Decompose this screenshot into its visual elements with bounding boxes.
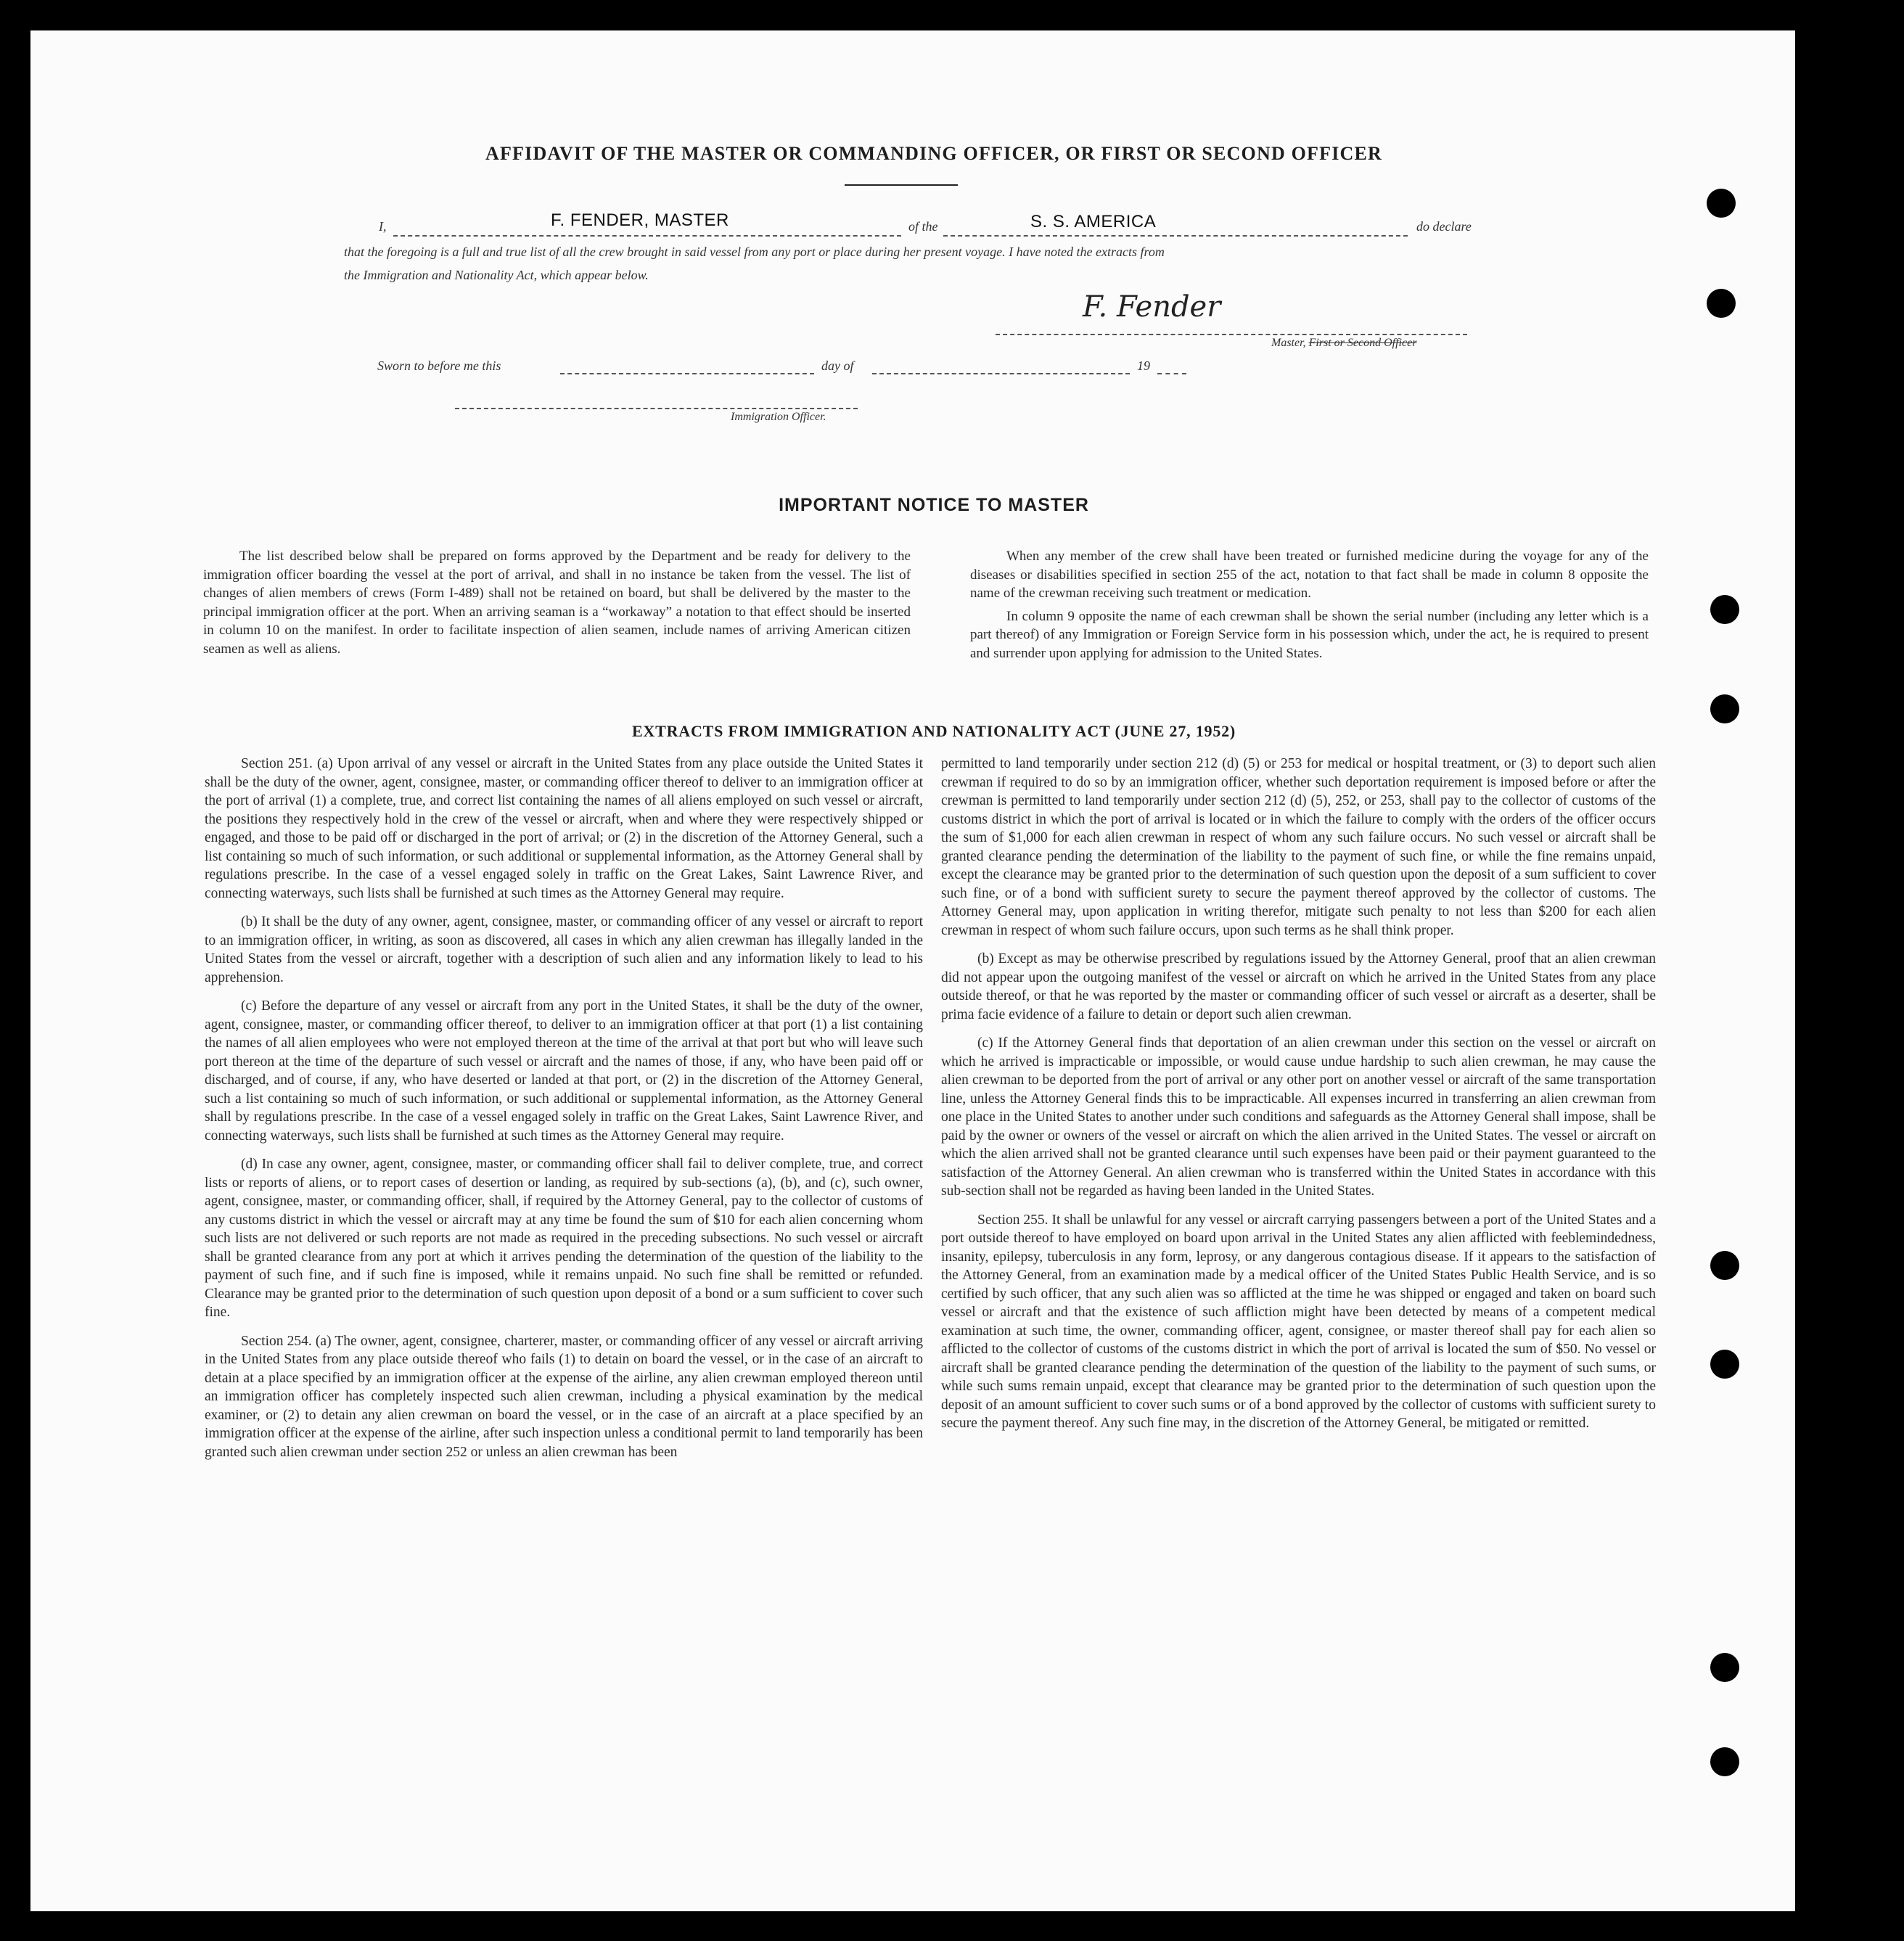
immigration-officer-line (455, 408, 858, 409)
section-251-d: (d) In case any owner, agent, consignee, master, or commanding officer shall fail to deliver complete, true, and correct lists or reports of aliens, or to report cases of desertion or landing, as required by sub-sections (a), (b), and (c), such owner, agent, consignee, master, or commanding officer, shall, if required by the Attorney General, pay to the collector of customs of any customs district in which the vessel or aircraft may at any time be found the sum of $10 for each alien concerning whom such lists are not delivered or such reports are not made as required in the preceding subsections. No such vessel or aircraft shall be granted clearance from any port at which it arrives pending the determination of the question of the liability to the payment of such fine, and if such fine is imposed, while it remains unpaid. No such fine shall be remitted or refunded. Clearance may be granted prior to the determination of such question upon deposit of a bond or a sum sufficient to cover such fine. (205, 1157, 923, 1320)
extracts-title: EXTRACTS FROM IMMIGRATION AND NATIONALITY ACT (JUNE 27, 1952) (631, 722, 1236, 740)
signature-line (996, 334, 1467, 335)
affidavit-line-3: the Immigration and Nationality Act, which appear below. (344, 268, 649, 282)
section-251-c: (c) Before the departure of any vessel or aircraft from any port in the United States, it shall be the duty of the owner, agent, consignee, master, or commanding officer thereof, to deliver to an immigration officer at that port (1) a list containing the names of all alien employees who were not employed thereon at the time of the arrival at that port but who will leave such port thereon at the time of the departure of such vessel or aircraft and the names of those, if any, who have been paid off or discharged, and of course, if any, who have deserted or landed at that port, or (2) in the discretion of the Attorney General, such a list containing so much of such information, or such additional or supplemental information, as the Attorney General shall by regulations prescribe. In the case of a vessel engaged solely in traffic on the Great Lakes, Saint Lawrence River, and connecting waterways, such lists shall be furnished at such times as the Attorney General may require. (205, 998, 923, 1144)
binder-hole (1710, 1653, 1739, 1682)
binder-hole (1710, 1251, 1739, 1280)
extracts-right-column (941, 755, 1656, 1443)
notice-right-column (970, 547, 1649, 673)
notice-title: IMPORTANT NOTICE TO MASTER (779, 495, 1089, 515)
year-line (1157, 373, 1186, 374)
master-label (1271, 337, 1416, 350)
affidavit-title: AFFIDAVIT OF THE MASTER OR COMMANDING OFFICER, OR FIRST OR SECOND OFFICER (485, 143, 1383, 164)
name-line (393, 235, 901, 237)
title-underline (845, 184, 958, 186)
year-label: 19 (1137, 358, 1150, 373)
notice-right-paragraph-1: When any member of the crew shall have been treated or furnished medicine during the voyage for any of the diseases or disabilities specified in section 255 of the act, notation to that fact shall be made in column 8 opposite the name of the crewman receiving such treatment or medication. (970, 549, 1649, 601)
notice-left-column (203, 547, 911, 668)
vessel-name-field: S. S. AMERICA (1030, 212, 1157, 231)
section-255: Section 255. It shall be unlawful for any vessel or aircraft carrying passengers between a port of the United States and a port outside thereof to have employed on board upon arrival in the United States any alien afflicted with feeblemindedness, insanity, epilepsy, tuberculosis in any form, leprosy, or any dangerous contagious disease. If it appears to the satisfaction of the Attorney General, from an examination made by a medical officer of the United States Public Health Service, and is so certified by such officer, that any such alien was so afflicted at the time he was shipped or engaged and taken on board such vessel or aircraft and that the existence of such affliction might have been detected by means of a competent medical examination at such time, the owner, commanding officer, agent, consignee, or master thereof shall pay for each alien so afflicted to the collector of customs of the customs district in which the port of arrival is located the sum of $50. No vessel or aircraft shall be granted clearance pending the determination of the question of the liability to the payment of such sums, or while such sums remain unpaid, except that clearance may be granted prior to the determination of such question upon the deposit of an amount sufficient to cover such sums or of a bond approved by the collector of customs with sufficient surety to secure the payment thereof. Any such fine may, in the discretion of the Attorney General, be mitigated or remitted. (941, 1212, 1656, 1431)
section-251-a: Section 251. (a) Upon arrival of any vessel or aircraft in the United States from any place outside the United States it shall be the duty of the owner, agent, consignee, master, or commanding officer thereof to deliver to an immigration officer at the port of arrival (1) a complete, true, and correct list containing the names of all aliens employed on such vessel or aircraft, the positions they respectively hold in the crew of the vessel or aircraft, when and where they were respectively shipped or engaged, and those to be paid off or discharged in the port of arrival; or (2) in the discretion of the Attorney General, such a list containing so much of such information, or such additional or supplemental information, as the Attorney General shall by regulations prescribe. In the case of a vessel engaged solely in traffic on the Great Lakes, Saint Lawrence River, and connecting waterways, such lists shall be furnished at such times as the Attorney General may require. (205, 756, 923, 901)
section-254-c: (c) If the Attorney General finds that deportation of an alien crewman under this section on the vessel or aircraft on which he arrived is impracticable or impossible, or would cause undue hardship to such alien crewman, he may cause the alien crewman to be deported from the port of arrival or any other port on another vessel or aircraft of the same transportation line, unless the Attorney General finds this to be impracticable. All expenses incurred in transferring an alien crewman from one place in the United States to another under such conditions and safeguards as the Attorney General shall impose, shall be paid by the owner or owners of the vessel or aircraft on which the alien arrived in the United States. The vessel or aircraft on which the alien arrived shall not be granted clearance until such expenses have been paid or their payment guaranteed to the satisfaction of the Attorney General. An alien crewman who is transferred within the United States in accordance with this sub-section shall not be regarded as having been landed in the United States. (941, 1035, 1656, 1199)
sworn-label: Sworn to before me this (377, 358, 501, 373)
affidavit-line-2: that the foregoing is a full and true list of all the crew brought in said vessel from any port or place during her present voyage. I have noted the extracts from (344, 245, 1165, 259)
binder-hole (1710, 1747, 1739, 1776)
notice-left-paragraph: The list described below shall be prepared on forms approved by the Department and be ready for delivery to the immigration officer boarding the vessel at the port of arrival, and shall in no instance be taken from the vessel. The list of changes of alien members of crews (Form I-489) shall not be retained on board, but shall be delivered by the master to the principal immigration officer at the port. When an arriving seaman is a “workaway” a notation to that effect should be inserted in column 10 on the manifest. In order to facilitate inspection of alien seamen, include names of arriving American citizen seamen as well as aliens. (203, 549, 911, 657)
section-254-a-continued: permitted to land temporarily under section 212 (d) (5) or 253 for medical or hospital treatment, or (3) to deport such alien crewman if required to do so by an immigration officer, whether such deportation requirement is imposed before or after the crewman is permitted to land temporarily under section 212 (d) (5), 252, or 253, shall pay to the collector of customs of the customs district in which the port of arrival is located or in which the failure to comply with the orders of the officer occurs the sum of $1,000 for each alien crewman in respect of whom any such failure occurs. No such vessel or aircraft shall be granted clearance pending the determination of the liability to the payment of such fine, or while the fine remains unpaid, except the clearance may be granted prior to the determination of such question upon the deposit of a sum sufficient to cover such fine, or of a bond with sufficient surety to secure the payment thereof approved by the collector of customs. The Attorney General may, upon application in writing therefor, mitigate such penalty to not less than $200 for each alien crewman in respect of whom such failure occurs, upon such terms as he shall think proper. (941, 756, 1656, 938)
section-254-a: Section 254. (a) The owner, agent, consignee, charterer, master, or commanding officer of any vessel or aircraft arriving in the United States from any place outside thereof who fails (1) to detain on board the vessel, or in the case of an aircraft to detain at a place specified by an immigration officer at the expense of the airline, any alien crewman employed thereon until an immigration officer has completely inspected such alien crewman, including a physical examination by the medical examiner, or (2) to detain any alien crewman on board the vessel, or in the case of an aircraft at a place specified by an immigration officer at the expense of the airline, after such inspection unless a conditional permit to land temporarily has been granted such alien crewman under section 252 or unless an alien crewman has been (205, 1333, 923, 1460)
day-of-label: day of (821, 358, 854, 373)
binder-hole (1707, 289, 1736, 318)
section-251-b: (b) It shall be the duty of any owner, agent, consignee, master, or commanding officer of any vessel or aircraft to report to an immigration officer, in writing, as soon as discovered, all cases in which any alien crewman has illegally landed in the United States from the vessel or aircraft, together with a description of such alien and any information likely to lead to his apprehension. (205, 914, 923, 985)
binder-hole (1710, 595, 1739, 624)
struck-officer-title: First or Second Officer (1308, 337, 1417, 349)
notice-right-paragraph-2: In column 9 opposite the name of each crewman shall be shown the serial number (including any letter which is a part thereof) of any Immigration or Foreign Service form in his possession which, under the act, he is required to present and surrender upon applying for admission to the United States. (970, 608, 1649, 661)
master-name-field: F. FENDER, MASTER (551, 210, 729, 230)
master-title: Master, (1271, 337, 1306, 349)
binder-hole (1710, 694, 1739, 723)
immigration-officer-label: Immigration Officer. (731, 411, 826, 423)
do-declare-label: do declare (1416, 219, 1472, 234)
binder-hole (1710, 1350, 1739, 1379)
master-signature: F. Fender (1083, 290, 1221, 324)
i-label: I, (379, 219, 387, 234)
binder-hole (1707, 189, 1736, 218)
of-the-label: of the (908, 219, 938, 234)
sworn-date-line (560, 373, 814, 374)
extracts-left-column (205, 755, 923, 1472)
document-page (30, 30, 1795, 1911)
vessel-line (943, 235, 1408, 237)
section-254-b: (b) Except as may be otherwise prescribed by regulations issued by the Attorney General, proof that an alien crewman did not appear upon the outgoing manifest of the vessel or aircraft on which he arrived in the United States from any place outside thereof, or that he was reported by the master or commanding officer of such vessel or aircraft as a deserter, shall be prima facie evidence of a failure to detain or deport such alien crewman. (941, 951, 1656, 1022)
month-line (872, 373, 1130, 374)
